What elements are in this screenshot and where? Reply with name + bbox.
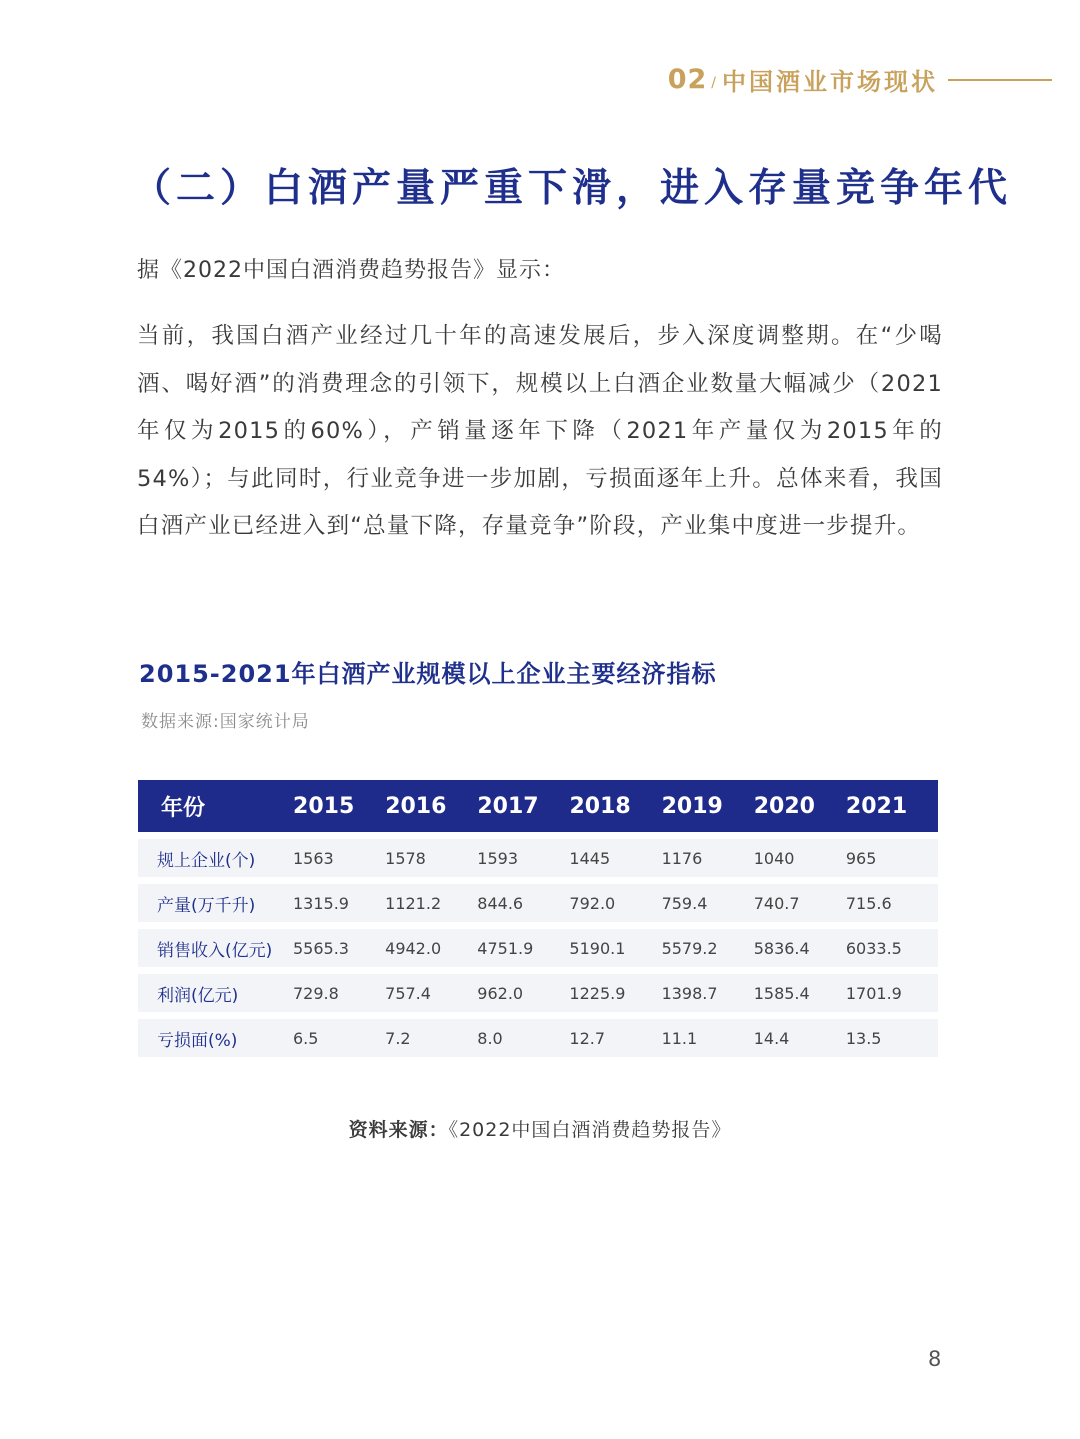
source-text: 《2022中国白酒消费趋势报告》 [448, 1119, 732, 1141]
chapter-header [668, 62, 1052, 97]
table-cell: 740.7 [753, 893, 800, 913]
header-cell-year: 2018 [569, 793, 631, 819]
table-cell: 14.4 [753, 1028, 790, 1048]
table-cell: 1398.7 [661, 983, 718, 1003]
table-cell: 4942.0 [385, 938, 442, 958]
table-cell: 1578 [385, 848, 426, 868]
table-cell: 715.6 [845, 893, 892, 913]
chapter-number: 02 [667, 64, 708, 95]
table-cell: 1225.9 [569, 983, 626, 1003]
table-cell: 1176 [661, 848, 703, 868]
table-cell: 1040 [753, 848, 795, 868]
table-cell: 962.0 [477, 983, 524, 1003]
body-paragraph: 当前，我国白酒产业经过几十年的高速发展后，步入深度调整期。在“少喝酒、喝好酒”的消费理念的引领下，规模以上白酒企业数量大幅减少（2021年仅为2015的60%），产销量逐年下降（2021年产量仅为2015年的54%）；与此同时，行业竞争进一步加剧，亏损面逐年上升。总体来看，我国白酒产业已经进入到“总量下降，存量竞争”阶段，产业集中度进一步提升。 [137, 323, 943, 539]
row-label: 利润(亿元) [157, 985, 239, 1006]
row-label: 规上企业(个) [157, 850, 256, 871]
table-row [138, 929, 938, 967]
table-cell: 844.6 [477, 893, 524, 913]
table-cell: 1445 [569, 848, 611, 868]
intro-text: 据《2022中国白酒消费趋势报告》显示： [137, 258, 565, 283]
report-source-note [0, 1115, 1080, 1142]
table-cell: 1563 [293, 848, 334, 868]
header-cell-year: 2019 [661, 793, 723, 819]
table-cell: 792.0 [569, 893, 616, 913]
chapter-slash: / [711, 74, 716, 91]
header-cell-year: 2016 [385, 793, 447, 819]
table-cell: 12.7 [569, 1028, 606, 1048]
table-cell: 7.2 [385, 1028, 411, 1048]
header-divider [948, 79, 1052, 81]
table-row [138, 884, 938, 922]
header-cell-label: 年份 [161, 795, 206, 821]
header-cell-year: 2017 [477, 793, 539, 819]
table-cell: 6.5 [293, 1028, 319, 1048]
table-cell: 757.4 [385, 983, 431, 1003]
chapter-title: 中国酒业市场现状 [722, 68, 938, 96]
table-row [138, 1019, 938, 1057]
section-title: （二）白酒产量严重下滑，进入存量竞争年代 [132, 166, 1013, 211]
table-cell: 4751.9 [477, 938, 534, 958]
header-cell-year: 2015 [293, 793, 355, 819]
table-cell: 5836.4 [753, 938, 810, 958]
economic-indicators-table [138, 780, 938, 1057]
table-cell: 1315.9 [293, 893, 349, 913]
table-data-source: 数据来源:国家统计局 [141, 712, 310, 732]
table-row [138, 974, 938, 1012]
table-cell: 8.0 [477, 1028, 503, 1048]
row-label: 亏损面(%) [157, 1030, 238, 1051]
table-cell: 13.5 [845, 1028, 882, 1048]
table-cell: 6033.5 [845, 938, 902, 958]
source-label: 资料来源： [348, 1119, 449, 1141]
table-cell: 1121.2 [385, 893, 442, 913]
page-number: 8 [928, 1347, 942, 1371]
table-cell: 729.8 [293, 983, 339, 1003]
table-cell: 11.1 [661, 1028, 698, 1048]
table-cell: 1593 [477, 848, 518, 868]
row-label: 产量(万千升) [157, 895, 256, 916]
table-cell: 5565.3 [293, 938, 349, 958]
table-row [138, 839, 938, 877]
table-cell: 5579.2 [661, 938, 718, 958]
table-header-row [138, 780, 938, 832]
header-cell-year: 2020 [753, 793, 815, 819]
table-cell: 1701.9 [845, 983, 902, 1003]
table-title: 2015-2021年白酒产业规模以上企业主要经济指标 [139, 660, 717, 688]
table-cell: 5190.1 [569, 938, 626, 958]
header-cell-year: 2021 [845, 793, 908, 819]
table-cell: 1585.4 [753, 983, 810, 1003]
row-label: 销售收入(亿元) [157, 940, 273, 961]
table-cell: 965 [845, 848, 877, 868]
table-cell: 759.4 [661, 893, 708, 913]
